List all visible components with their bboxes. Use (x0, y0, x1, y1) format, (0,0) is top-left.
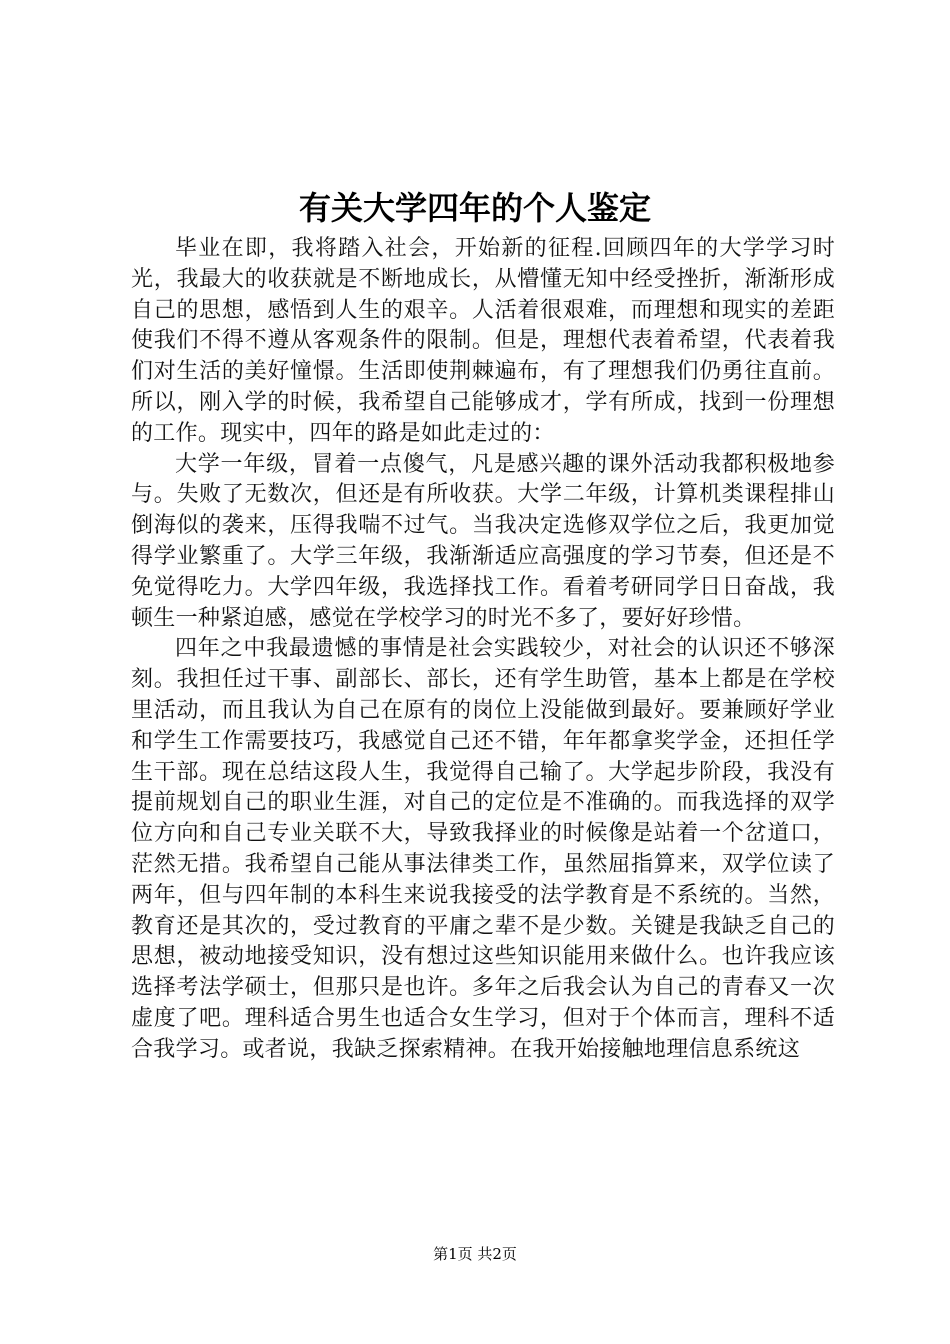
paragraph: 毕业在即，我将踏入社会，开始新的征程.回顾四年的大学学习时光，我最大的收获就是不断地成长，从懵懂无知中经受挫折，渐渐形成自己的思想，感悟到人生的艰辛。人活着很艰难，而理想和现实的差距使我们不得不遵从客观条件的限制。但是，理想代表着希望，代表着我们对生活的美好憧憬。生活即使荆棘遍布，有了理想我们仍勇往直前。所以，刚入学的时候，我希望自己能够成才，学有所成，找到一份理想的工作。现实中，四年的路是如此走过的： (131, 236, 835, 446)
page-footer: 第1页 共2页 (433, 1245, 517, 1263)
document-title: 有关大学四年的个人鉴定 (298, 189, 651, 227)
paragraph: 四年之中我最遗憾的事情是社会实践较少，对社会的认识还不够深刻。我担任过干事、副部长、部长，还有学生助管，基本上都是在学校里活动，而且我认为自己在原有的岗位上没能做到最好。要兼顾好学业和学生工作需要技巧，我感觉自己还不错，年年都拿奖学金，还担任学生干部。现在总结这段人生，我觉得自己输了。大学起步阶段，我没有提前规划自己的职业生涯，对自己的定位是不准确的。而我选择的双学位方向和自己专业关联不大，导致我择业的时候像是站着一个岔道口，茫然无措。我希望自己能从事法律类工作，虽然屈指算来，双学位读了两年，但与四年制的本科生来说我接受的法学教育是不系统的。当然，教育还是其次的，受过教育的平庸之辈不是少数。关键是我缺乏自己的思想，被动地接受知识，没有想过这些知识能用来做什么。也许我应该选择考法学硕士，但那只是也许。多年之后我会认为自己的青春又一次虚度了吧。理科适合男生也适合女生学习，但对于个体而言，理科不适合我学习。或者说，我缺乏探索精神。在我开始接触地理信息系统这 (131, 636, 835, 1062)
document-body (131, 234, 835, 1066)
paragraph: 大学一年级，冒着一点傻气，凡是感兴趣的课外活动我都积极地参与。失败了无数次，但还是有所收获。大学二年级，计算机类课程排山倒海似的袭来，压得我喘不过气。当我决定选修双学位之后，我更加觉得学业繁重了。大学三年级，我渐渐适应高强度的学习节奏，但还是不免觉得吃力。大学四年级，我选择找工作。看着考研同学日日奋战，我顿生一种紧迫感，感觉在学校学习的时光不多了，要好好珍惜。 (131, 451, 835, 631)
